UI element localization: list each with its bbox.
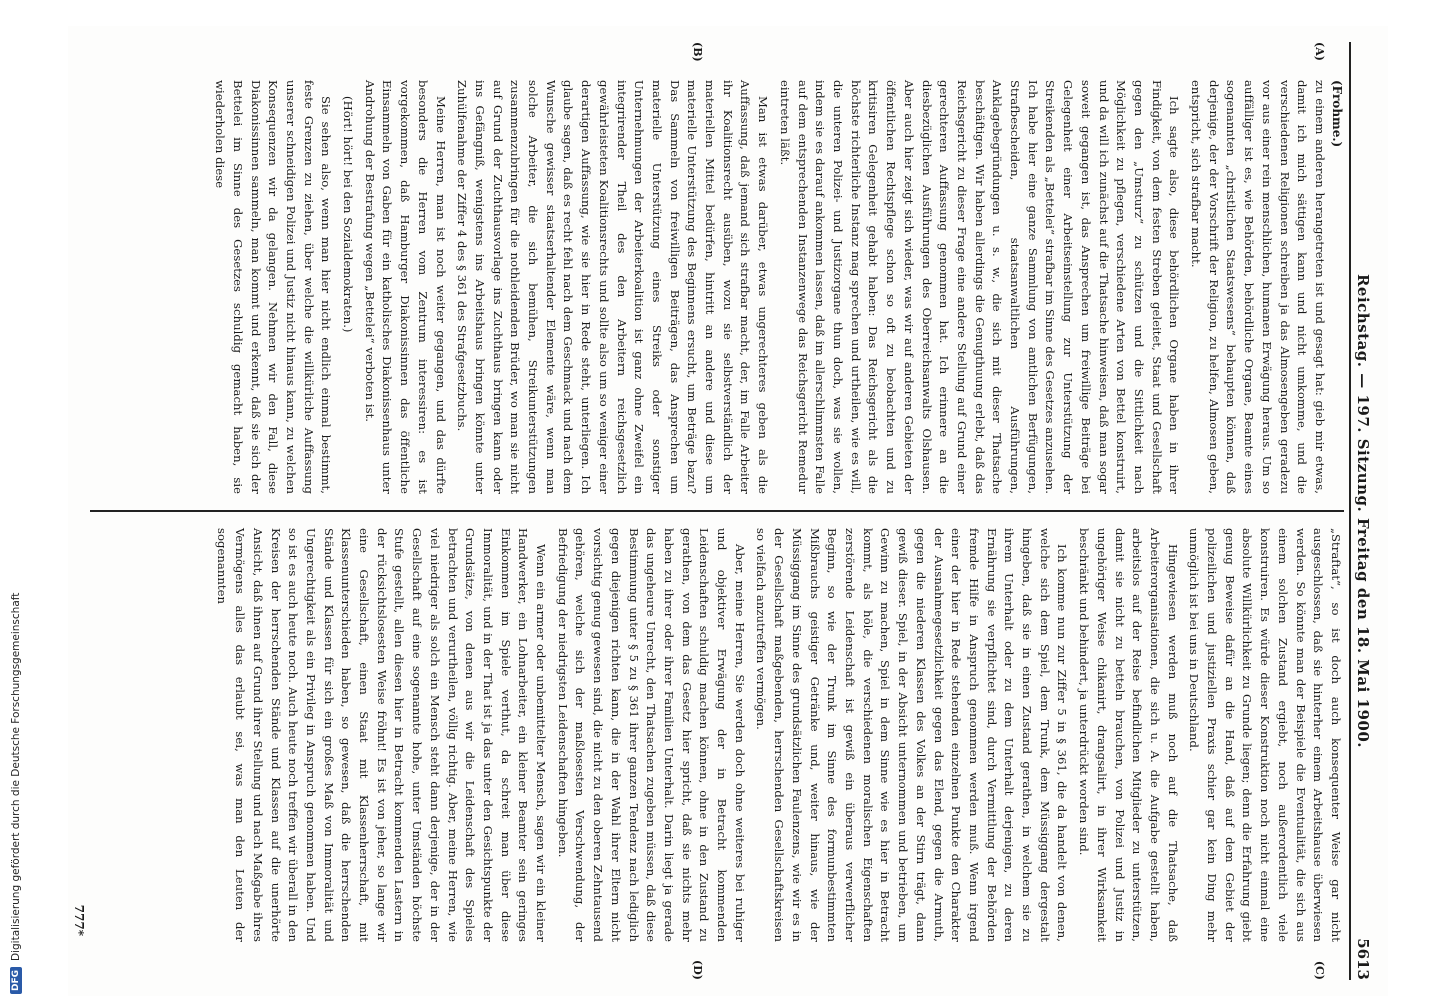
digitization-credit bbox=[8, 6, 24, 994]
speaker-name: (Frohme.) bbox=[1330, 80, 1344, 148]
text-columns bbox=[90, 42, 1344, 980]
paragraph: Man ist etwas darüber, etwas ungerechteres geben als die Auffassung, daß jemand sich strafbar macht, der, im Falle Arbeiter ihr Koalitionsrecht ausüben, wozu sie selbstverständlich der materiellen Mittel bedürfen, hintritt an andere und diese um materielle Unterstützung des Beginnens ersucht, um Beträge bazu? Das Sammeln von freiwilligen Beiträgen, das Ansprechen um materielle Unterstützung eines Streiks oder sonstiger Unternehmungen der Arbeiterkoalition ist ganz ohne Zweifel ein integrirender Theil des den Arbeitern reichsgesetzlich gewährleisteten Koalitionsrechts und sollte also um so weniger einer derartigen Auffassung, wie sie hier in Rede steht, unterliegen. Ich glaube sagen, daß es recht fehl nach dem Geschmack und nach dem Wunsche gewisser staatserhaltender Elemente wäre, wenn man solche Arbeiter, die sich bemühen, Streikunterstützungen zusammenzubringen für die nothleidenden Brüder, wo man sie nicht auf Grund der Zuchthausvorlage ins Zuchthaus bringen kann oder ins Gefängniß, wenigstens ins Arbeitshaus bringen könnte unter Zuhülfenahme der Ziffer 4 des § 361 des Strafgesetzbuchs. bbox=[455, 80, 771, 494]
right-column bbox=[90, 512, 1344, 980]
right-column-paragraphs bbox=[213, 528, 1344, 942]
dfg-logo-icon: DFG bbox=[10, 967, 22, 994]
paragraph: Meine Herren, man ist noch weiter gegangen, und das dürfte besonders die Herren vom Zentrum interessiren: es ist vorgekommen, daß Hamburger Diakonissinnen das öffentliche Einsammeln von Gaben für ein katholisches Diakonissenhaus unter Androhung der Bestrafung wegen „Bettelei“ verboten ist. bbox=[362, 80, 448, 494]
margin-marker-a: (A) bbox=[1313, 42, 1326, 61]
page-header bbox=[1349, 42, 1380, 980]
credit-text: Digitalisierung gefördert durch die Deutsche Forschungsgemeinschaft bbox=[10, 592, 22, 961]
left-column-paragraphs bbox=[210, 80, 1328, 494]
paragraph: Ich komme nun zur Ziffer 5 in § 361, die da handelt von denen, welche sich dem Spiel, dem Trunk, dem Müssiggang dergestalt hingeben, daß sie in einen Zustand gerathen, in welchem sie zu ihrem Unterhalt oder zu dem Unterhalt derjenigen, zu deren Ernährung sie verpflichtet sind, durch Vermittlung der Behörden fremde Hilfe in Anspruch genommen werden muß. Wenn irgend einer der hier in Rede stehenden einzelnen Punkte den Charakter der Ausnahmegesetzlichkeit gegen das Elend, gegen die Armuth, gegen die niederen Klassen des Volkes an der Stirn trägt, dann gewiß dieser. Spiel, in der Absicht unternommen und betrieben, um Gewinn zu machen, Spiel in dem Sinne wie es hier in Betracht kommt, als höle, die verschiedenen moralischen Eigenschaften zerstörende Leidenschaft ist gewiß ein überaus verwerflicher Beginn, so wie der Trunk im Sinne des formunbestimmten Mißbrauchs geistiger Getränke und, weiter hinaus, wie der Müssiggang im Sinne des grundsätzlichen Faulenzens, wie wir es in der Gesellschaft maßgebenden, herrschenden Gesellschaftskreisen so vielfach anzutreffen vermögen. bbox=[754, 528, 1070, 942]
paragraph: Sie sehen also, wenn man hier nicht endlich einmal bestimmt, feste Grenzen zu ziehen, über welche die willkürliche Auffassung unserer schneidigen Polizei und Justiz nicht hinaus kann, zu welchen Konsequenzen wir da gelangen. Nehmen wir den Fall, diese Diakonissinnen sammeln, man kommt und erkennt, daß sie sich der Bettelei im Sinne des Gesetzes schuldig gemacht haben, sie wiederholen diese bbox=[213, 80, 334, 494]
left-column bbox=[90, 42, 1344, 510]
paragraph: „Straftat“, so ist doch auch konsequenter Weise gar nicht ausgeschlossen, daß sie hinterher einem Arbeitshause überwiesen werden. So könnte man der Beispiele die Eventualität, die sich aus einem solchen Zustand ergiebt, noch außerordentlich viele konstruiren. Es würde dieser Konstruktion noch nicht einmal eine absolute Willkürlichkeit zu Grunde liegen; denn die Erfahrung giebt genug Beweise dafür an die Hand, daß auf dem Gebiet der polizeilichen und justiziellen Praxis schier gar kein Ding mehr unmöglich ist bei uns in Deutschland. bbox=[1187, 528, 1343, 942]
margin-marker-b: (B) bbox=[691, 42, 704, 62]
paragraph: Aber, meine Herren, Sie werden doch ohne weiteres bei ruhiger und objektiver Erwägung der in Betracht kommenden Leidenschaften schuldig machen können, ohne in den Zustand zu gerathen, von dem das Gesetz hier spricht, daß sie nichts mehr haben zu ihrer oder ihrer Familien Unterhalt. Darin liegt ja gerade das ungeheure Unrecht, den Thatsachen zugeben müssen, daß diese Bestimmung unter § 5 zu § 361 ihrer ganzen Tendenz nach lediglich gegen diejenigen richten kann, die in der Wahl ihrer Eltern nicht vorsichtig genug gewesen sind, die nicht zu den oberen Zehntausend gehören, welche sich der maßlosesten Verschwendung, der Befriedigung der niedrigsten Leidenschaften hingeben. bbox=[555, 528, 747, 942]
paragraph: zu einem anderen herangetreten ist und gesagt hat: gieb mir etwas, damit ich mich sättigen kann und nicht umkomme, und die verschiedenen Religionen schreiben ja das Almosengeben geradezu vor aus einer rein menschlichen, humanen Erwägung heraus. Um so auffälliger ist es, wie Behörden, behördliche Organe, Beamte eines sogenannten „christlichen Staatswesens“ behaupten können, daß derjenige, der der Vorschrift der Religion, zu helfen, Almosen geben, entspricht, sich strafbar macht. bbox=[1189, 80, 1327, 494]
paragraph: Ich sagte also, diese behördlichen Organe haben in ihrer Findigkeit, von dem festen Streben geleitet, Staat und Gesellschaft gegen den „Umsturz“ zu schützen und die Sittlichkeit nach Möglichkeit zu pflegen, verschiedene Arten von Bettel konstruirt, und da will ich zunächst auf die Thatsache hinweisen, daß man sogar soweit gegangen ist, das Ansprechen um freiwillige Beiträge bei Gelegenheit einer Arbeitseinstellung zur Unterstützung der Streikenden als „Bettelei“ strafbar im Sinne des Gesetzes anzusehen. Ich habe hier eine ganze Sammlung von amtlichen Berfügungen, Strafbescheiden, staatsanwaltlichen Ausführungen, Anklagebegründungen u. s. w., die sich mit dieser Thatsache beschäftigen. Wir haben allerdings die Genugthuung erlebt, daß das Reichsgericht zu dieser Frage eine andere Stellung auf Grund einer gerechteren Auffassung genommen hat. Ich erinnere an die diesbezüglichen Ausführungen des Oberreichsanwalts Olshausen. Aber auch hier zeigt sich wieder, was wir auf anderen Gebieten der öffentlichen Rechtspflege schon so oft zu beobachten und zu kritisiren Gelegenheit gehabt haben: Das Reichsgericht als die höchste richterliche Instanz mag sprechen und urtheilen, wie es will, die unteren Polizei- und Justizorgane thun doch, was sie wollen, indem sie es darauf ankommen lassen, daß im allerschlimmsten Falle auf dem entsprechenden Instanzenwege das Reichsgericht Remedur eintreten läßt. bbox=[777, 80, 1182, 494]
page-footer-signature: 777* bbox=[72, 904, 86, 936]
margin-marker-c: (C) bbox=[1313, 960, 1326, 980]
paragraph: (Hört! hört! bei den Sozialdemokraten.) bbox=[341, 96, 356, 333]
header-title: Reichstag. — 197. Sitzung. Freitag den 18. Mai 1900. bbox=[1354, 273, 1372, 749]
paragraph: Hingewiesen werden muß noch auf die Thatsache, daß Arbeiterorganisationen, die sich u. A. die Aufgabe gestellt haben, arbeitslos auf der Reise befindlichen Mitglieder zu unterstützen, damit sie nicht zu betteln brauchen, von Polizei und Justiz in ungehöriger Weise chikanirt, drangsalirt, in ihrer Wirksamkeit beschränkt und behindert, ja unterdrückt worden sind. bbox=[1077, 528, 1180, 942]
header-right-page-number: 5613 bbox=[1354, 938, 1372, 980]
margin-marker-d: (D) bbox=[691, 960, 704, 980]
scanned-document-page bbox=[68, 26, 1388, 996]
paragraph: Wenn ein armer oder unbemittelter Mensch, sagen wir ein kleiner Handwerker, ein Lohnarbeiter, ein kleiner Beamter sein geringes Einkommen im Spiele verthut, da schreit man über diese Immoralität, und in der That ist ja das unter den Gesichtspunkte der Grundsätze, von denen aus wir die Leidenschaft des Spieles betrachten und verurtheilen, völlig richtig. Aber, meine Herren, wie viel niedriger als solch ein Mensch steht dann derjenige, der in der Gesellschaft auf eine sogenannte hohe, unter Umständen höchste Stufe gestellt, allen diesen hier in Betracht kommenden Lastern in der rücksichtslosesten Weise fröhnt! Es ist von jeher, so lange wir eine Gesellschaft, einen Staat mit Klassenherrschaft, mit Klassenunterschieden haben, so gewesen, daß die herrschenden Stände und Klassen für sich ein großes Maß von Immoralität und Ungerechtigkeit als ein Privileg in Anspruch genommen haben. Und so ist es auch heute noch. Auch heute noch treffen wir überall in den Kreisen der herrschenden Stände und Klassen auf die unerhörte Ansicht, daß ihnen auf Grund ihrer Stellung und nach Maßgabe ihres Vermögens alles das erlaubt sei, was man den Leuten der sogenannten bbox=[215, 528, 549, 942]
